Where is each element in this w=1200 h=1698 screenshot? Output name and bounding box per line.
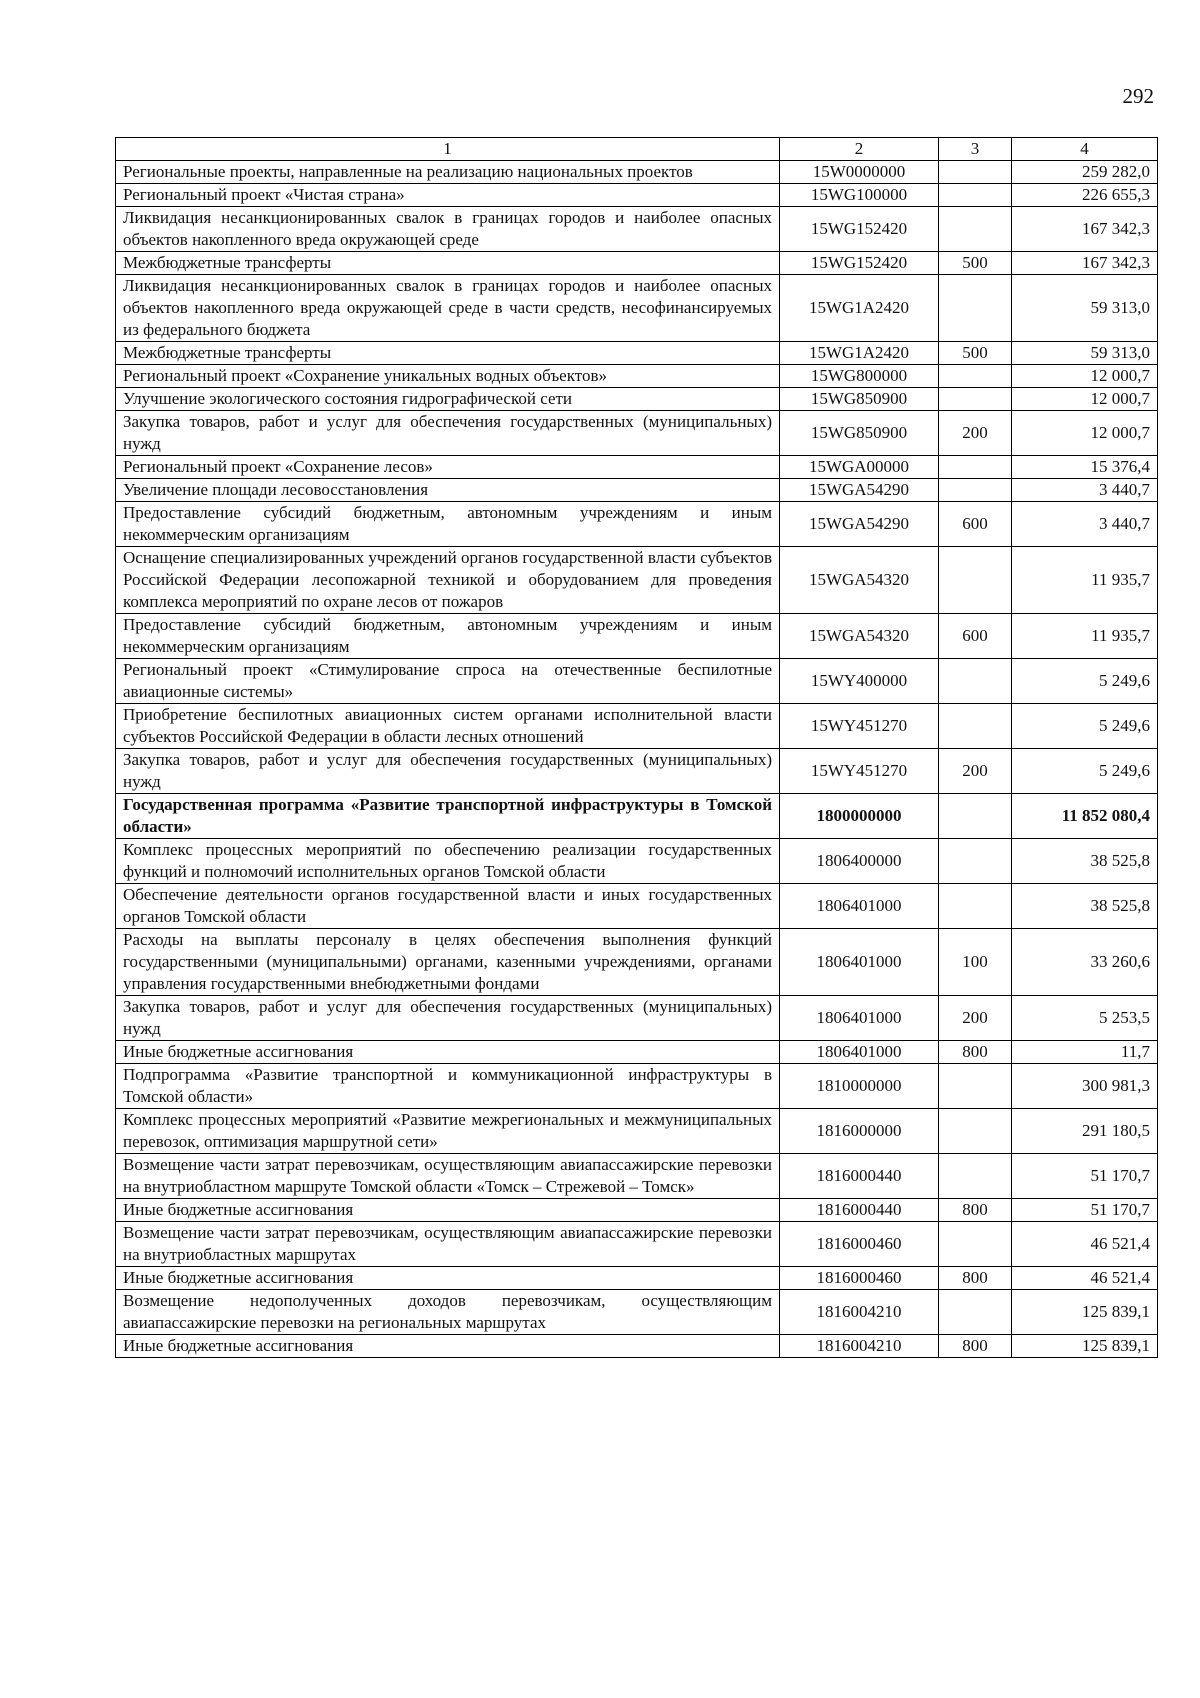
- row-amount-cell: 291 180,5: [1012, 1109, 1158, 1154]
- row-amount-cell: 59 313,0: [1012, 342, 1158, 365]
- table-body: [116, 161, 1158, 1358]
- row-name-cell: Региональный проект «Сохранение уникальных водных объектов»: [116, 365, 780, 388]
- row-amount-cell: 5 253,5: [1012, 996, 1158, 1041]
- page-number: 292: [1122, 84, 1154, 108]
- row-type-cell: 500: [939, 342, 1012, 365]
- row-type-cell: [939, 659, 1012, 704]
- row-amount-cell: 125 839,1: [1012, 1335, 1158, 1358]
- row-code-cell: 15WG850900: [780, 411, 939, 456]
- row-code-cell: 1816000000: [780, 1109, 939, 1154]
- row-name-cell: Межбюджетные трансферты: [116, 252, 780, 275]
- row-name-cell: Иные бюджетные ассигнования: [116, 1199, 780, 1222]
- row-name-cell: Возмещение недополученных доходов перевозчикам, осуществляющим авиапассажирские перевозки на региональных маршрутах: [116, 1290, 780, 1335]
- row-amount-cell: 125 839,1: [1012, 1290, 1158, 1335]
- row-amount-cell: 259 282,0: [1012, 161, 1158, 184]
- row-name-cell: Закупка товаров, работ и услуг для обеспечения государственных (муниципальных) нужд: [116, 749, 780, 794]
- row-type-cell: 200: [939, 411, 1012, 456]
- row-name-cell: Межбюджетные трансферты: [116, 342, 780, 365]
- row-amount-cell: 46 521,4: [1012, 1222, 1158, 1267]
- row-type-cell: [939, 794, 1012, 839]
- row-type-cell: 200: [939, 749, 1012, 794]
- row-code-cell: 1806401000: [780, 884, 939, 929]
- row-type-cell: [939, 1064, 1012, 1109]
- table-row: [116, 365, 1158, 388]
- table-row: [116, 456, 1158, 479]
- row-code-cell: 1816004210: [780, 1335, 939, 1358]
- row-name-cell: Предоставление субсидий бюджетным, автономным учреждениям и иным некоммерческим организациям: [116, 502, 780, 547]
- row-code-cell: 15W0000000: [780, 161, 939, 184]
- table-row: [116, 1199, 1158, 1222]
- row-amount-cell: 5 249,6: [1012, 659, 1158, 704]
- row-name-cell: Иные бюджетные ассигнования: [116, 1267, 780, 1290]
- table-row: [116, 929, 1158, 996]
- row-amount-cell: 167 342,3: [1012, 252, 1158, 275]
- table-row: [116, 1222, 1158, 1267]
- table-row: [116, 275, 1158, 342]
- header-col-4: 4: [1012, 138, 1158, 161]
- row-type-cell: [939, 388, 1012, 411]
- row-amount-cell: 33 260,6: [1012, 929, 1158, 996]
- table-row: [116, 184, 1158, 207]
- row-name-cell: Подпрограмма «Развитие транспортной и коммуникационной инфраструктуры в Томской области»: [116, 1064, 780, 1109]
- table-row: [116, 749, 1158, 794]
- row-amount-cell: 59 313,0: [1012, 275, 1158, 342]
- row-amount-cell: 38 525,8: [1012, 884, 1158, 929]
- row-amount-cell: 300 981,3: [1012, 1064, 1158, 1109]
- row-code-cell: 15WY400000: [780, 659, 939, 704]
- row-type-cell: [939, 275, 1012, 342]
- header-col-3: 3: [939, 138, 1012, 161]
- row-name-cell: Оснащение специализированных учреждений органов государственной власти субъектов Российской Федерации лесопожарной техникой и оборудованием для проведения комплекса мероприятий по охране лесов от пожаров: [116, 547, 780, 614]
- table-row: [116, 884, 1158, 929]
- row-amount-cell: 12 000,7: [1012, 365, 1158, 388]
- row-code-cell: 1806401000: [780, 996, 939, 1041]
- table-row: [116, 479, 1158, 502]
- row-type-cell: [939, 1154, 1012, 1199]
- row-type-cell: [939, 884, 1012, 929]
- row-amount-cell: 46 521,4: [1012, 1267, 1158, 1290]
- row-code-cell: 1810000000: [780, 1064, 939, 1109]
- row-code-cell: 1806401000: [780, 1041, 939, 1064]
- row-amount-cell: 5 249,6: [1012, 704, 1158, 749]
- row-type-cell: [939, 1290, 1012, 1335]
- table-row: [116, 207, 1158, 252]
- row-name-cell: Комплекс процессных мероприятий по обеспечению реализации государственных функций и полномочий исполнительных органов Томской области: [116, 839, 780, 884]
- row-name-cell: Региональный проект «Сохранение лесов»: [116, 456, 780, 479]
- table-row: [116, 161, 1158, 184]
- row-code-cell: 15WG100000: [780, 184, 939, 207]
- table-row: [116, 1064, 1158, 1109]
- header-col-1: 1: [116, 138, 780, 161]
- row-type-cell: [939, 365, 1012, 388]
- row-code-cell: 15WGA54320: [780, 614, 939, 659]
- row-code-cell: 1806401000: [780, 929, 939, 996]
- row-type-cell: [939, 704, 1012, 749]
- row-type-cell: 600: [939, 614, 1012, 659]
- row-code-cell: 1816000440: [780, 1154, 939, 1199]
- row-code-cell: 15WGA54290: [780, 502, 939, 547]
- row-type-cell: [939, 547, 1012, 614]
- row-code-cell: 15WG152420: [780, 207, 939, 252]
- table-row: [116, 1335, 1158, 1358]
- row-name-cell: Расходы на выплаты персоналу в целях обеспечения выполнения функций государственными (муниципальными) органами, казенными учреждениями, органами управления государственными внебюджетными фондами: [116, 929, 780, 996]
- row-amount-cell: 11 852 080,4: [1012, 794, 1158, 839]
- table-row: [116, 342, 1158, 365]
- row-type-cell: [939, 479, 1012, 502]
- row-amount-cell: 11 935,7: [1012, 614, 1158, 659]
- row-type-cell: 100: [939, 929, 1012, 996]
- row-code-cell: 15WG1A2420: [780, 275, 939, 342]
- row-code-cell: 1816000460: [780, 1267, 939, 1290]
- row-code-cell: 15WG152420: [780, 252, 939, 275]
- table-row: [116, 252, 1158, 275]
- table-row: [116, 1109, 1158, 1154]
- row-code-cell: 1816004210: [780, 1290, 939, 1335]
- row-name-cell: Ликвидация несанкционированных свалок в границах городов и наиболее опасных объектов накопленного вреда окружающей среде в части средств, несофинансируемых из федерального бюджета: [116, 275, 780, 342]
- row-code-cell: 1816000440: [780, 1199, 939, 1222]
- row-name-cell: Региональный проект «Чистая страна»: [116, 184, 780, 207]
- row-name-cell: Закупка товаров, работ и услуг для обеспечения государственных (муниципальных) нужд: [116, 996, 780, 1041]
- row-code-cell: 15WY451270: [780, 704, 939, 749]
- row-code-cell: 15WY451270: [780, 749, 939, 794]
- row-amount-cell: 3 440,7: [1012, 479, 1158, 502]
- row-name-cell: Возмещение части затрат перевозчикам, осуществляющим авиапассажирские перевозки на внутриобластных маршрутах: [116, 1222, 780, 1267]
- row-amount-cell: 15 376,4: [1012, 456, 1158, 479]
- row-code-cell: 1816000460: [780, 1222, 939, 1267]
- row-code-cell: 15WG800000: [780, 365, 939, 388]
- row-type-cell: [939, 161, 1012, 184]
- row-name-cell: Региональный проект «Стимулирование спроса на отечественные беспилотные авиационные системы»: [116, 659, 780, 704]
- row-type-cell: 500: [939, 252, 1012, 275]
- row-amount-cell: 226 655,3: [1012, 184, 1158, 207]
- table-row: [116, 411, 1158, 456]
- row-name-cell: Комплекс процессных мероприятий «Развитие межрегиональных и межмуниципальных перевозок, оптимизация маршрутной сети»: [116, 1109, 780, 1154]
- row-amount-cell: 51 170,7: [1012, 1154, 1158, 1199]
- row-code-cell: 15WG850900: [780, 388, 939, 411]
- row-amount-cell: 38 525,8: [1012, 839, 1158, 884]
- table-row: [116, 794, 1158, 839]
- header-row: [116, 138, 1158, 161]
- row-type-cell: [939, 1222, 1012, 1267]
- row-name-cell: Возмещение части затрат перевозчикам, осуществляющим авиапассажирские перевозки на внутриобластном маршруте Томской области «Томск – Стрежевой – Томск»: [116, 1154, 780, 1199]
- row-type-cell: 800: [939, 1335, 1012, 1358]
- table-row: [116, 704, 1158, 749]
- row-type-cell: [939, 456, 1012, 479]
- table-row: [116, 1154, 1158, 1199]
- row-code-cell: 15WGA54320: [780, 547, 939, 614]
- row-name-cell: Иные бюджетные ассигнования: [116, 1335, 780, 1358]
- row-type-cell: 800: [939, 1267, 1012, 1290]
- row-code-cell: 15WGA00000: [780, 456, 939, 479]
- row-name-cell: Увеличение площади лесовосстановления: [116, 479, 780, 502]
- table-header: [116, 138, 1158, 161]
- table-row: [116, 839, 1158, 884]
- budget-table: [115, 137, 1158, 1358]
- row-code-cell: 15WGA54290: [780, 479, 939, 502]
- row-amount-cell: 51 170,7: [1012, 1199, 1158, 1222]
- row-type-cell: [939, 1109, 1012, 1154]
- table-row: [116, 1290, 1158, 1335]
- table-row: [116, 388, 1158, 411]
- row-type-cell: 800: [939, 1199, 1012, 1222]
- row-type-cell: [939, 207, 1012, 252]
- row-code-cell: 1800000000: [780, 794, 939, 839]
- row-name-cell: Государственная программа «Развитие транспортной инфраструктуры в Томской области»: [116, 794, 780, 839]
- row-type-cell: 800: [939, 1041, 1012, 1064]
- row-amount-cell: 11,7: [1012, 1041, 1158, 1064]
- table-row: [116, 659, 1158, 704]
- row-name-cell: Обеспечение деятельности органов государственной власти и иных государственных органов Томской области: [116, 884, 780, 929]
- table-row: [116, 996, 1158, 1041]
- row-amount-cell: 12 000,7: [1012, 411, 1158, 456]
- row-type-cell: [939, 184, 1012, 207]
- row-code-cell: 15WG1A2420: [780, 342, 939, 365]
- table-row: [116, 502, 1158, 547]
- row-type-cell: [939, 839, 1012, 884]
- row-name-cell: Региональные проекты, направленные на реализацию национальных проектов: [116, 161, 780, 184]
- row-type-cell: 200: [939, 996, 1012, 1041]
- row-code-cell: 1806400000: [780, 839, 939, 884]
- row-name-cell: Иные бюджетные ассигнования: [116, 1041, 780, 1064]
- row-name-cell: Ликвидация несанкционированных свалок в границах городов и наиболее опасных объектов накопленного вреда окружающей среде: [116, 207, 780, 252]
- row-name-cell: Приобретение беспилотных авиационных систем органами исполнительной власти субъектов Российской Федерации в области лесных отношений: [116, 704, 780, 749]
- row-name-cell: Закупка товаров, работ и услуг для обеспечения государственных (муниципальных) нужд: [116, 411, 780, 456]
- row-amount-cell: 11 935,7: [1012, 547, 1158, 614]
- table-row: [116, 1041, 1158, 1064]
- row-amount-cell: 3 440,7: [1012, 502, 1158, 547]
- header-col-2: 2: [780, 138, 939, 161]
- row-amount-cell: 5 249,6: [1012, 749, 1158, 794]
- table-row: [116, 1267, 1158, 1290]
- table-row: [116, 614, 1158, 659]
- row-name-cell: Предоставление субсидий бюджетным, автономным учреждениям и иным некоммерческим организациям: [116, 614, 780, 659]
- row-amount-cell: 167 342,3: [1012, 207, 1158, 252]
- row-amount-cell: 12 000,7: [1012, 388, 1158, 411]
- table-row: [116, 547, 1158, 614]
- row-type-cell: 600: [939, 502, 1012, 547]
- row-name-cell: Улучшение экологического состояния гидрографической сети: [116, 388, 780, 411]
